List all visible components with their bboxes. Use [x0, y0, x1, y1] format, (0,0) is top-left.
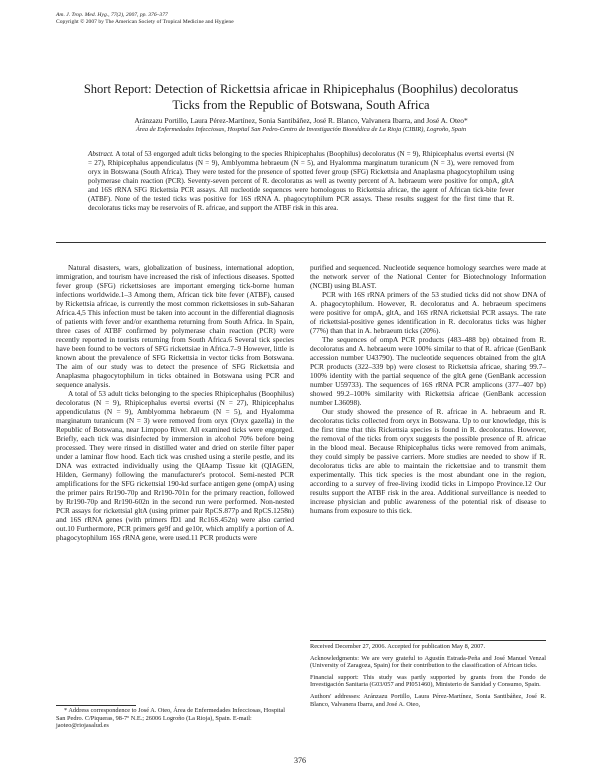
- footnote-text: * Address correspondence to José A. Oteo, Área de Enfermedades Infecciosas, Hospital San Pedro. C/Piqueras, 98-7º N.E.; 26006 Logroño (La Rioja), Spain. E-mail: jaoteo@riojasalud.es: [56, 707, 286, 730]
- abstract-text: A total of 53 engorged adult ticks belonging to the species Rhipicephalus (Boophilus) decoloratus (N = 9), Rhipicephalus evertsi evertsi (N = 27), Rhipicephalus appendiculatus (N = 9), Amblyomma hebraeum (N = 5), and Hyalomma marginatum turanicum (N = 3), were removed from oryx in Botswana (South Africa). They were tested for the presence of spotted fever group (SFG) Rickettsia and Anaplasma phagocytophilum using polymerase chain reaction (PCR). Seventy-seven percent of R. decoloratus as well as twenty percent of A. hebraeum were positive for ompA, gltA and 16S rRNA SFG Rickettsia PCR assays. All nucleotide sequences were homologous to Rickettsia africae, the agent of African tick-bite fever (ATBF). None of the tested ticks was positive for 16S rRNA A. phagocytophilum PCR assays. These results suggest for the first time that R. decoloratus ticks may be reservoirs of R. africae, and support the ATBF risk in this area.: [88, 150, 514, 213]
- author-list: Aránzazu Portillo, Laura Pérez-Martínez, Sonia Santibáñez, José R. Blanco, Valvanera Ibarra, and José A. Oteo*: [134, 116, 468, 125]
- title-line-2: Ticks from the Republic of Botswana, South Africa: [172, 97, 430, 112]
- body-paragraph: purified and sequenced. Nucleotide sequence homology searches were made at the network server of the National Center for Biotechnology Information (NCBI) using BLAST.: [310, 263, 546, 290]
- copyright-line: Copyright © 2007 by The American Society of Tropical Medicine and Hygiene: [56, 19, 234, 25]
- received-dates: Received December 27, 2006. Accepted for publication May 8, 2007.: [310, 643, 486, 650]
- financial-support: Financial support: This study was partly supported by grants from the Fondo de Investigación Sanitaria (G03/057 and PI051460), Ministerio de Sanidad y Consumo, Spain.: [310, 673, 546, 689]
- authors-addresses: Authors' addresses: Aránzazu Portillo, Laura Pérez-Martínez, Sonia Santibáñez, José R. Blanco, Valvanera Ibarra, and José A. Oteo,: [310, 692, 546, 708]
- acknowledgments: Acknowledgments: We are very grateful to Agustín Estrada-Peña and José Manuel Venzal (University of Zaragoza, Spain) for their contribution to the classification of African ticks.: [310, 654, 546, 670]
- affiliation: Área de Enfermedades Infecciosas, Hospital San Pedro-Centro de Investigación Biomédica de La Rioja (CIBIR), Logroño, Spain: [135, 126, 467, 133]
- page-number: 376: [294, 756, 306, 765]
- body-paragraph: Our study showed the presence of R. africae in A. hebraeum and R. decoloratus ticks collected from oryx in Botswana. Up to our knowledge, this is the first time that this Rickettsia species is found in R. decoloratus. However, the removal of the ticks from oryx suggests the possible presence of R. africae in the blood meal. Because Rhipicephalus ticks were removed from animals, they could simply be passive carriers. More studies are needed to show if R. decoloratus ticks are able to maintain the rickettsiae and to transmit them experimentally. This tick species is the most abundant one in the region, according to a survey of free-living ixodid ticks in Limpopo Province.12 Our results support the ATBF risk in the area. Additional surveillance is needed to increase physician and public awareness of the potential risk of disease to humans from exposure to this tick.: [310, 407, 546, 515]
- article-notes: [310, 643, 546, 712]
- body-paragraph: Natural disasters, wars, globalization of business, international adoption, immigration, and tourism have increased the risk of infectious diseases. Spotted fever group (SFG) rickettsioses are important emerging tick-borne human infections worldwide.1–3 Among them, African tick bite fever (ATBF), caused by Rickettsia africae, is currently the most common rickettsioses in sub-Saharan Africa.4,5 This infection must be taken into account in the differential diagnosis of patients with fever and/or exanthema returning from South Africa. In Spain, three cases of ATBF confirmed by polymerase chain reaction (PCR) were recently reported in tourists returning from South Africa.6 Several tick species have been found to be vectors of SFG rickettsiae in Africa.7–9 However, little is known about the prevalence of SFG Rickettsia in vector ticks from Botswana. The aim of our study was to detect the presence of SFG Rickettsia and Anaplasma phagocytophilum in ticks obtained in Botswana using PCR and sequence analysis.: [56, 263, 294, 389]
- abstract-divider: [56, 242, 546, 243]
- body-column-right: [310, 263, 546, 515]
- abstract: [88, 150, 514, 213]
- correspondence-footnote: [56, 707, 294, 730]
- body-column-left: [56, 263, 294, 542]
- notes-divider: [310, 640, 546, 641]
- article-title: [56, 82, 546, 113]
- journal-header: [56, 12, 234, 26]
- footnote-divider: [56, 705, 136, 706]
- body-paragraph: PCR with 16S rRNA primers of the 53 studied ticks did not show DNA of A. phagocytophilum. However, R. decoloratus and A. hebraeum specimens were positive for ompA, gltA, and 16S rRNA rickettsial PCR assays. The rate of rickettsial-positive genes identification in R. decoloratus ticks was higher (77%) than that in A. hebraeum ticks (20%).: [310, 290, 546, 335]
- abstract-label: Abstract.: [88, 150, 114, 158]
- body-paragraph: A total of 53 adult ticks belonging to the species Rhipicephalus (Boophilus) decoloratus (N = 9), Rhipicephalus evertsi evertsi (N = 27), Rhipicephalus appendiculatus (N = 9), Amblyomma hebraeum (N = 5), and Hyalomma marginatum turanicum (N = 3) were removed from oryx (Oryx gazella) in the Republic of Botswana, near Limpopo River. All examined ticks were engorged. Briefly, each tick was disinfected by immersion in alcohol 70% before being processed. They were rinsed in distilled water and dried on sterile filter paper under a laminar flow hood. Each tick was crushed using a sterile pestle, and its DNA was extracted individually using the QIAamp Tissue kit (QIAGEN, Hilden, Germany) following the manufacturer's protocol. Semi-nested PCR amplifications for the SFG rickettsial 190-kd surface antigen gene (ompA) using the primer pairs Rr190-70p and Rr190-701n for the primary reaction, followed by Rr190-70p and Rr190-602n in the second run were performed. Non-nested PCR assays for rickettsial gltA (using primer pair RpCS.877p and RpCS.1258n) and 16S rRNA genes (with primers fD1 and Rc16S.452n) were also carried out.10 Furthermore, PCR primers ge9f and ge10r, which amplify a portion of A. phagocytophilum 16S rRNA gene, were used.11 PCR products were: [56, 389, 294, 542]
- body-paragraph: The sequences of ompA PCR products (483–488 bp) obtained from R. decoloratus and A. hebraeum were 100% similar to that of R. africae (GenBank accession number U43790). The nucleotide sequences obtained from the gltA PCR products (322–339 bp) were closest to Rickettsia africae, sharing 99.7–100% identity with the partial sequence of the gltA gene (GenBank accession number U59733). The sequences of 16S rRNA PCR amplicons (377–407 bp) showed 99.2–100% similarity with Rickettsia africae (GenBank accession number L36098).: [310, 335, 546, 407]
- title-line-1: Short Report: Detection of Rickettsia africae in Rhipicephalus (Boophilus) decoloratus: [83, 82, 519, 96]
- journal-citation: Am. J. Trop. Med. Hyg., 77(2), 2007, pp. 376–377: [56, 12, 168, 18]
